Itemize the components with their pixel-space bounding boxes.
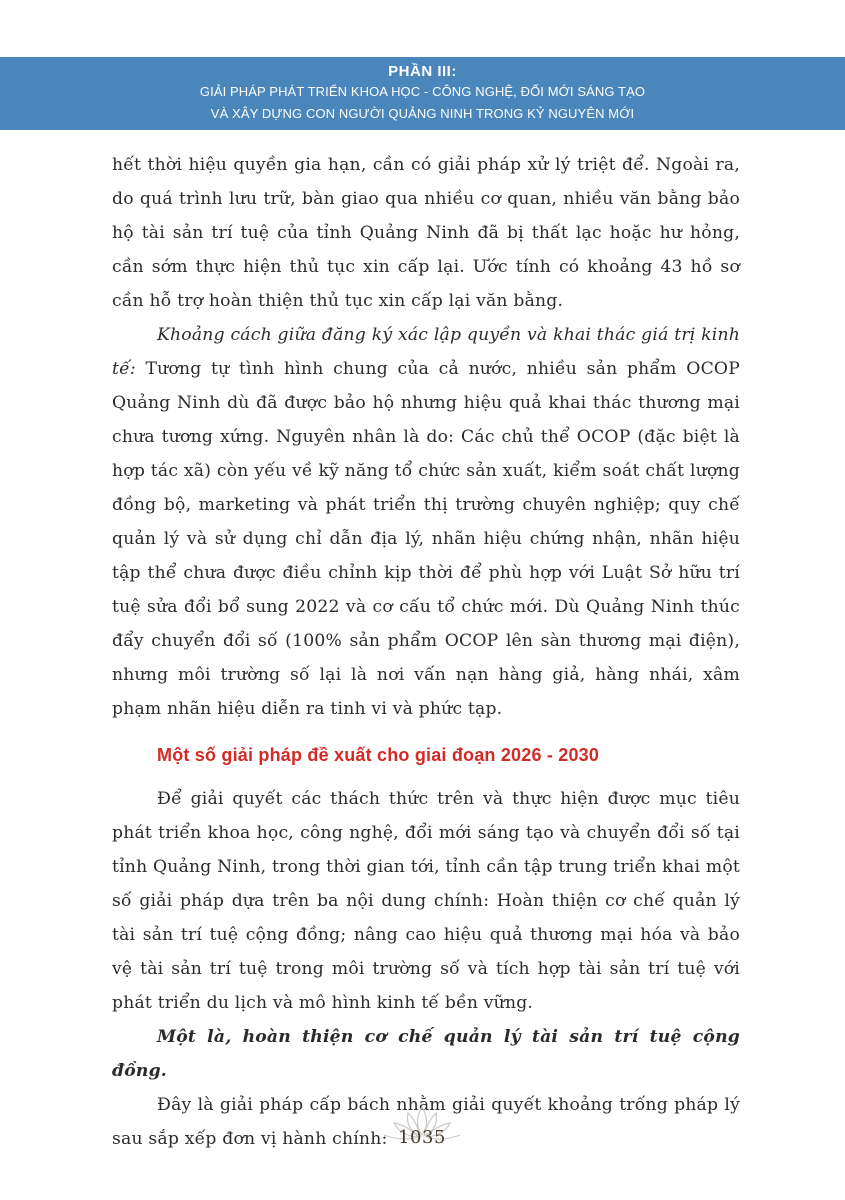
paragraph-4-subheading: Một là, hoàn thiện cơ chế quản lý tài sản trí tuệ cộng đồng. [112, 1027, 740, 1081]
paragraph-5: Đây là giải pháp cấp bách nhằm giải quyết khoảng trống pháp lý sau sắp xếp đơn vị hành chính: [112, 1095, 740, 1149]
header-subtitle-line-1: GIẢI PHÁP PHÁT TRIỂN KHOA HỌC - CÔNG NGHỆ, ĐỔI MỚI SÁNG TẠO [199, 84, 646, 99]
page-footer [372, 1105, 472, 1161]
paragraph-2-lead: Khoảng cách giữa đăng ký xác lập quyền và khai thác giá trị kinh tế: [112, 325, 740, 379]
header-subtitle-line-2: VÀ XÂY DỰNG CON NGƯỜI QUẢNG NINH TRONG KỶ NGUYÊN MỚI [210, 106, 635, 121]
paragraph-1: hết thời hiệu quyền gia hạn, cần có giải pháp xử lý triệt để. Ngoài ra, do quá trình lưu trữ, bàn giao qua nhiều cơ quan, nhiều văn bằng bảo hộ tài sản trí tuệ của tỉnh Quảng Ninh đã bị thất lạc hoặc hư hỏng, cần sớm thực hiện thủ tục xin cấp lại. Ước tính có khoảng 43 hồ sơ cần hỗ trợ hoàn thiện thủ tục xin cấp lại văn bằng. [112, 155, 740, 311]
page-content [112, 148, 740, 1156]
header-band [0, 57, 845, 130]
section-heading: Một số giải pháp đề xuất cho giai đoạn 2026 - 2030 [157, 745, 600, 765]
paragraph-2-text: Tương tự tình hình chung của cả nước, nhiều sản phẩm OCOP Quảng Ninh dù đã được bảo hộ nhưng hiệu quả khai thác thương mại chưa tương xứng. Nguyên nhân là do: Các chủ thể OCOP (đặc biệt là hợp tác xã) còn yếu về kỹ năng tổ chức sản xuất, kiểm soát chất lượng đồng bộ, marketing và phát triển thị trường chuyên nghiệp; quy chế quản lý và sử dụng chỉ dẫn địa lý, nhãn hiệu chứng nhận, nhãn hiệu tập thể chưa được điều chỉnh kịp thời để phù hợp với Luật Sở hữu trí tuệ sửa đổi bổ sung 2022 và cơ cấu tổ chức mới. Dù Quảng Ninh thúc đẩy chuyển đổi số (100% sản phẩm OCOP lên sàn thương mại điện), nhưng môi trường số lại là nơi vấn nạn hàng giả, hàng nhái, xâm phạm nhãn hiệu diễn ra tinh vi và phức tạp. [112, 359, 740, 719]
paragraph-3: Để giải quyết các thách thức trên và thực hiện được mục tiêu phát triển khoa học, công nghệ, đổi mới sáng tạo và chuyển đổi số tại tỉnh Quảng Ninh, trong thời gian tới, tỉnh cần tập trung triển khai một số giải pháp dựa trên ba nội dung chính: Hoàn thiện cơ chế quản lý tài sản trí tuệ cộng đồng; nâng cao hiệu quả thương mại hóa và bảo vệ tài sản trí tuệ trong môi trường số và tích hợp tài sản trí tuệ với phát triển du lịch và mô hình kinh tế bền vững. [112, 789, 741, 1013]
paragraph-2 [112, 318, 740, 726]
part-title: PHẦN III: [388, 63, 457, 80]
page-number: 1035 [398, 1127, 446, 1148]
